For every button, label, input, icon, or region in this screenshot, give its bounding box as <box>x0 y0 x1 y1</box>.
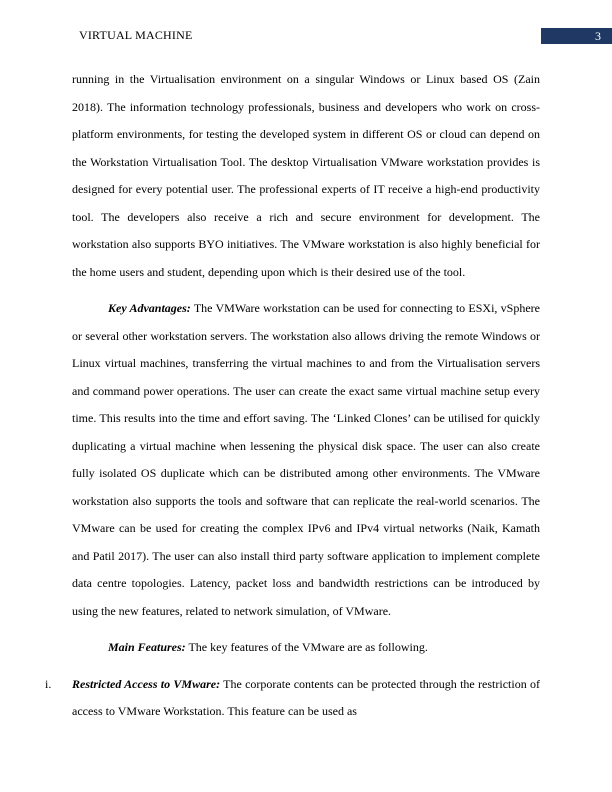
paragraph-key-advantages <box>72 295 540 625</box>
key-advantages-text: The VMWare workstation can be used for connecting to ESXi, vSphere or several other workstation servers. The workstation also allows driving the remote Windows or Linux virtual machines, transferring the virtual machines to and from the Virtualisation servers and command power operations. The user can create the exact same virtual machine setup every time. This results into the time and effort saving. The ‘Linked Clones’ can be utilised for quickly duplicating a virtual machine when lessening the physical disk space. The user can also create fully isolated OS duplicate which can be distributed among other environments. The VMware workstation also supports the tools and software that can replicate the real-world scenarios. The VMware can be used for creating the complex IPv6 and IPv4 virtual networks (Naik, Kamath and Patil 2017). The user can also install third party software application to implement complete data centre topologies. Latency, packet loss and bandwidth restrictions can be introduced by using the new features, related to network simulation, of VMware. <box>72 301 540 618</box>
page-number-box <box>541 28 612 44</box>
document-body <box>45 66 540 735</box>
running-header-title: VIRTUAL MACHINE <box>79 28 193 42</box>
main-features-term: Main Features: <box>108 640 186 654</box>
main-features-text: The key features of the VMware are as following. <box>185 640 428 654</box>
list-item-term: Restricted Access to VMware: <box>72 676 221 691</box>
page-number: 3 <box>595 29 601 43</box>
paragraph-main-features <box>72 634 540 662</box>
list-item <box>45 671 540 726</box>
list-item-marker: i. <box>45 676 52 691</box>
key-advantages-term: Key Advantages: <box>108 301 191 315</box>
list-item-text: The corporate contents can be protected through the restriction of access to VMware Workstation. This feature can be used as <box>72 676 540 718</box>
paragraph-continued: running in the Virtualisation environment on a singular Windows or Linux based OS (Zain 2018). The information technology professionals, business and developers who work on cross-platform environments, for testing the developed system in different OS or cloud can depend on the Workstation Virtualisation Tool. The desktop Virtualisation VMware workstation provides is designed for every potential user. The professional experts of IT receive a high-end productivity tool. The developers also receive a rich and secure environment for development. The workstation also supports BYO initiatives. The VMware workstation is also highly beneficial for the home users and student, depending upon which is their desired use of the tool. <box>72 72 540 279</box>
